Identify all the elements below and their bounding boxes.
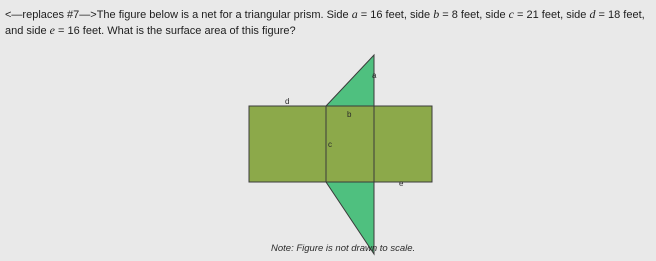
left-rectangle-face — [249, 106, 326, 182]
value-b: = 8 feet, side — [439, 9, 509, 21]
variable-b: b — [433, 7, 440, 21]
variable-a: a — [351, 7, 358, 21]
label-d: d — [285, 97, 290, 106]
label-c: c — [328, 140, 332, 149]
top-triangle-face — [326, 55, 374, 106]
label-b: b — [347, 110, 352, 119]
variable-d: d — [589, 7, 596, 21]
value-a: = 16 feet, side — [357, 9, 434, 21]
value-d: = 18 feet, — [595, 9, 645, 21]
right-rectangle-face — [374, 106, 432, 182]
value-e: = 16 feet. What is the surface area of this figure? — [54, 25, 296, 37]
value-c: = 21 feet, side — [513, 9, 590, 21]
figure-note: Note: Figure is not drawn to scale. — [271, 243, 416, 254]
label-a: a — [372, 71, 377, 80]
variable-c: c — [508, 7, 514, 21]
problem-line2-prefix: and side — [5, 25, 50, 37]
label-e: e — [399, 179, 404, 188]
variable-e: e — [49, 23, 55, 37]
problem-line1-prefix: <—replaces #7—>The figure below is a net for a triangular prism. Side — [5, 9, 349, 21]
